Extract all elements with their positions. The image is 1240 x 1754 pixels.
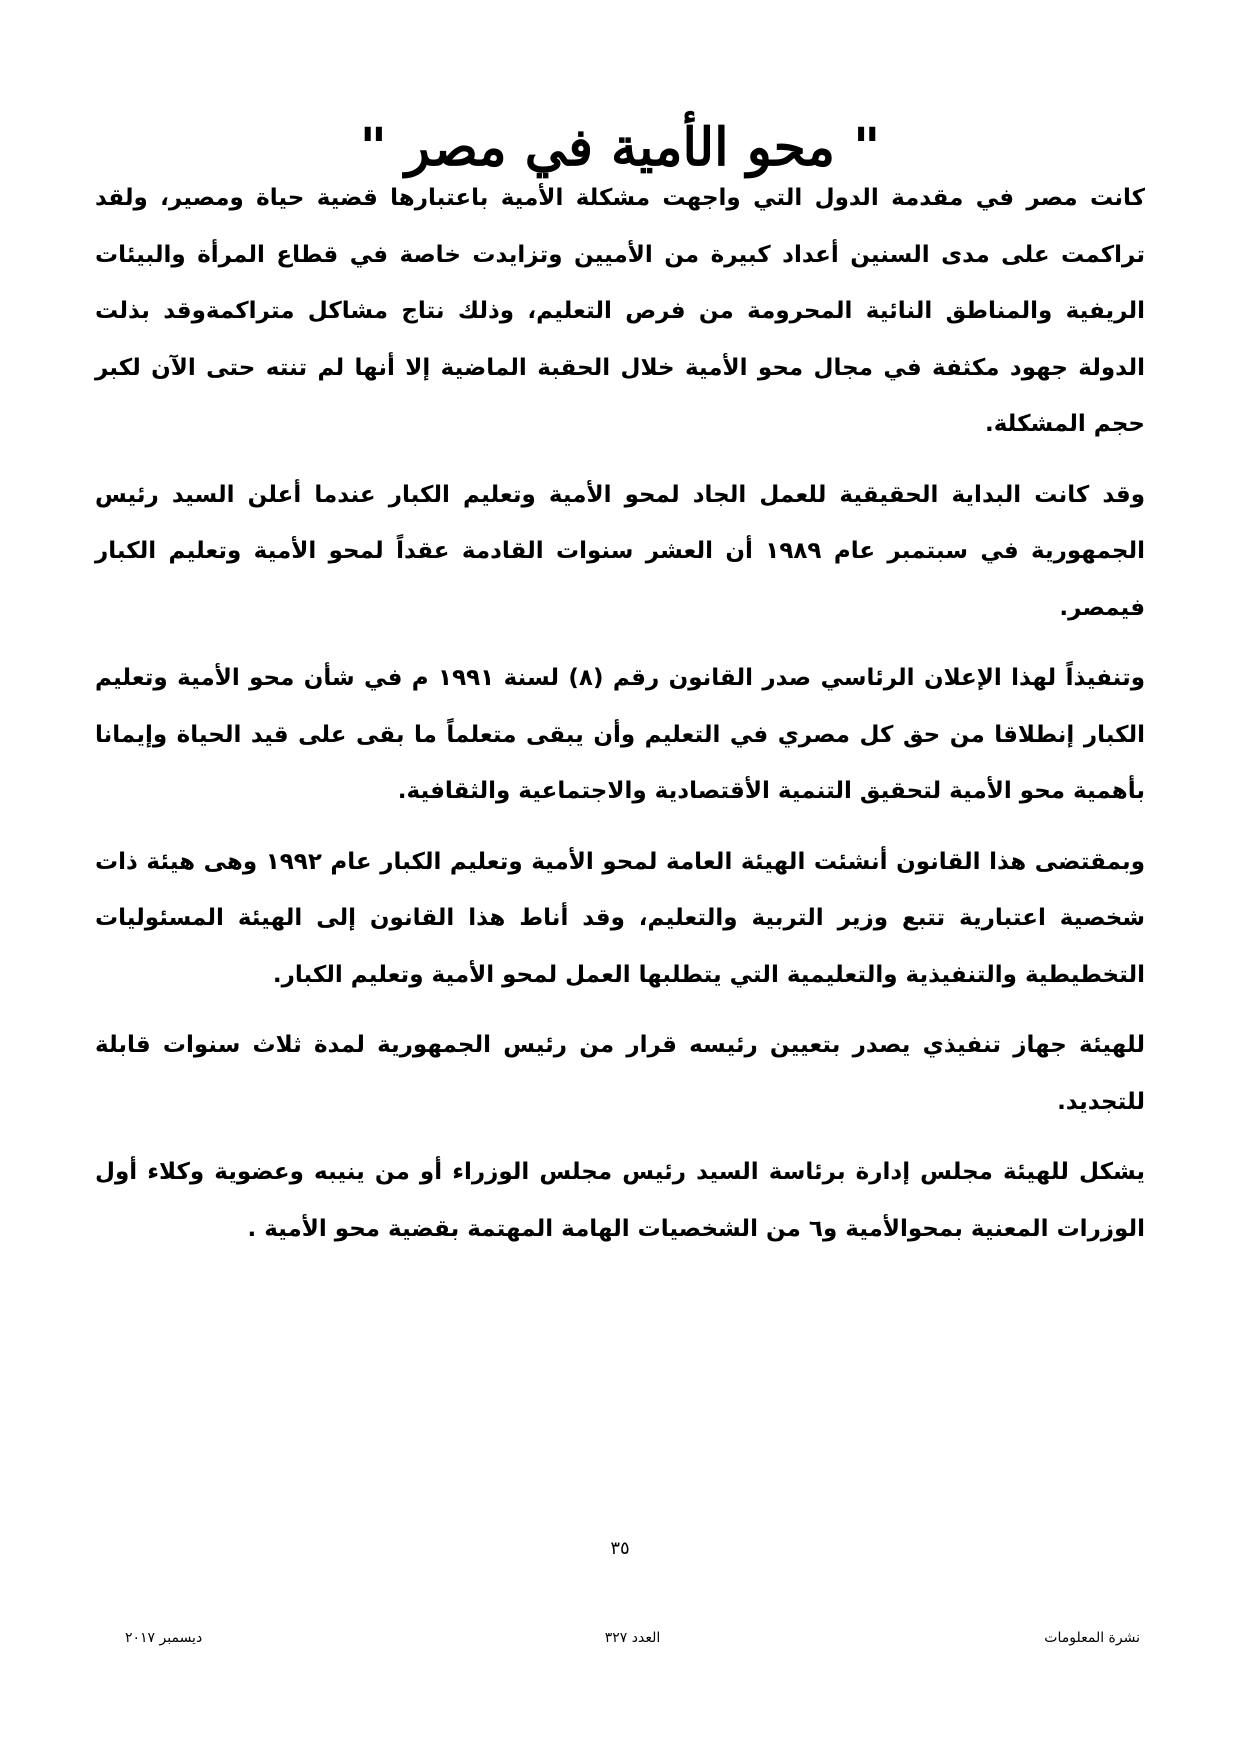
footer-publication: نشرة المعلومات (1044, 1630, 1140, 1646)
footer-date: ديسمبر ٢٠١٧ (125, 1630, 203, 1646)
paragraph-6: يشكل للهيئة مجلس إدارة برئاسة السيد رئيس مجلس الوزراء أو من ينيبه وعضوية وكلاء أول الوزرات المعنية بمحوالأمية و٦ من الشخصيات الهامة المهتمة بقضية محو الأمية . (95, 1159, 1145, 1242)
body-text (95, 170, 1145, 1271)
paragraph-5: للهيئة جهاز تنفيذي يصدر بتعيين رئيسه قرار من رئيس الجمهورية لمدة ثلاث سنوات قابلة للتجديد. (95, 1032, 1145, 1115)
paragraph-3: وتنفيذاً لهذا الإعلان الرئاسي صدر القانون رقم (٨) لسنة ١٩٩١ م في شأن محو الأمية وتعليم الكبار إنطلاقا من حق كل مصري في التعليم وأن يبقى متعلماً ما بقى على قيد الحياة وإيمانا بأهمية محو الأمية لتحقيق التنمية الأقتصادية والاجتماعية والثقافية. (95, 665, 1145, 804)
footer-issue: العدد ٣٢٧ (604, 1630, 661, 1646)
paragraph-2: وقد كانت البداية الحقيقية للعمل الجاد لمحو الأمية وتعليم الكبار عندما أعلن السيد رئيس الجمهورية في سبتمبر عام ١٩٨٩ أن العشر سنوات القادمة عقداً لمحو الأمية وتعليم الكبار فيمصر. (95, 481, 1145, 621)
paragraph-4: وبمقتضى هذا القانون أنشئت الهيئة العامة لمحو الأمية وتعليم الكبار عام ١٩٩٢ وهى هيئة ذات شخصية اعتبارية تتبع وزير التربية والتعليم، وقد أناط هذا القانون إلى الهيئة المسئوليات التخطيطية والتنفيذية والتعليمية التي يتطلبها العمل لمحو الأمية وتعليم الكبار. (95, 848, 1145, 988)
page-number: ٣٥ (610, 1538, 630, 1559)
paragraph-1: كانت مصر في مقدمة الدول التي واجهت مشكلة الأمية باعتبارها قضية حياة ومصير، ولقد تراكمت على مدى السنين أعداد كبيرة من الأميين وتزايدت خاصة في قطاع المرأة والبيئات الريفية والمناطق النائية المحرومة من فرص التعليم، وذلك نتاج مشاكل متراكمةوقد بذلت الدولة جهود مكثفة في مجال محو الأمية خلال الحقبة الماضية إلا أنها لم تنته حتى الآن لكبر حجم المشكلة. (95, 185, 1145, 437)
page-footer (125, 1626, 1140, 1650)
page-title: " محو الأمية في مصر " (359, 116, 881, 178)
